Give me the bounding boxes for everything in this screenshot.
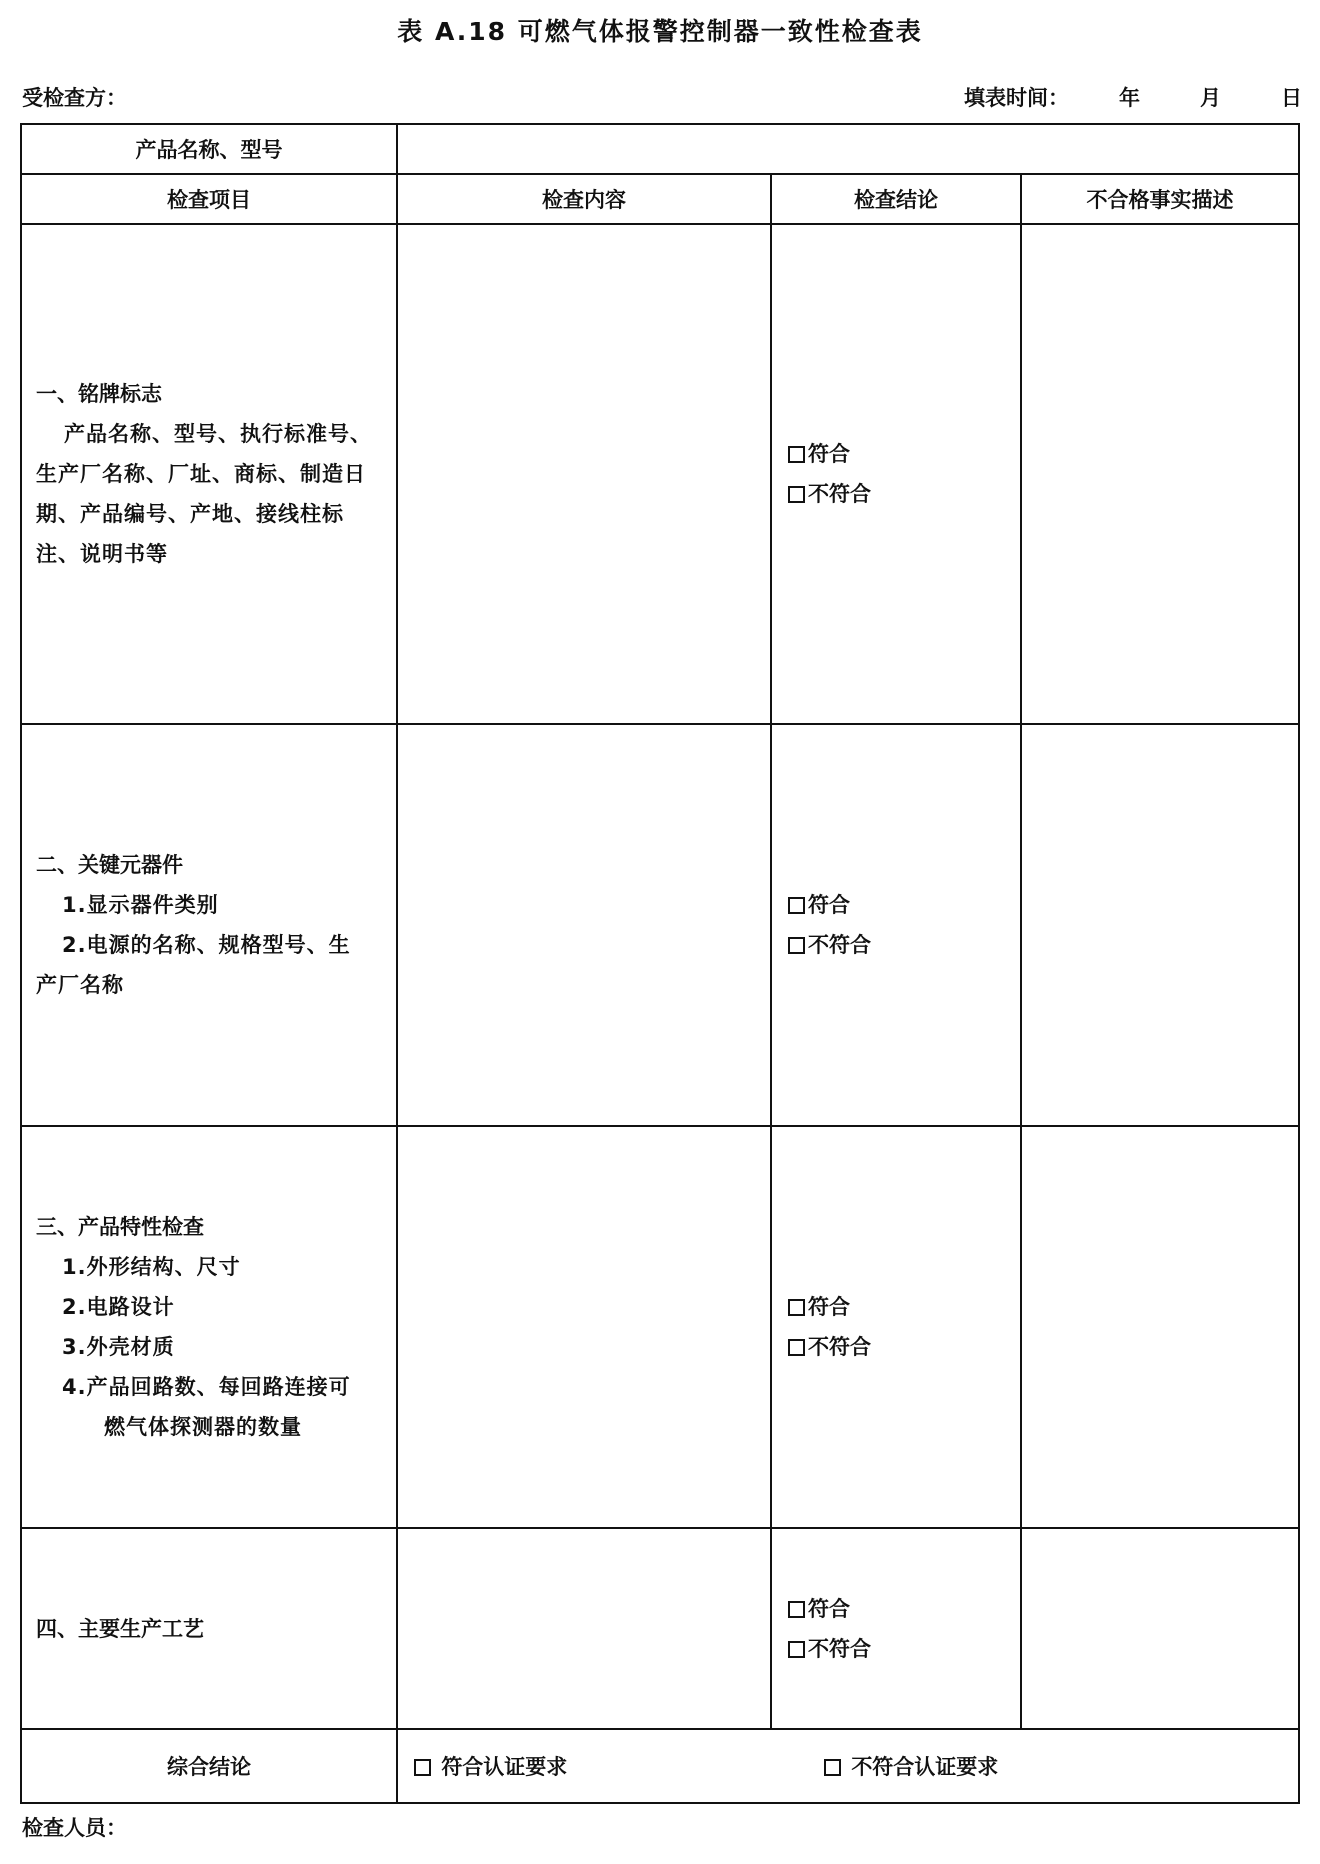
month-label: 月 <box>1200 86 1221 110</box>
item-line: 期、产品编号、产地、接线柱标 <box>36 502 344 526</box>
option-label: 不符合 <box>808 482 871 506</box>
conform-option[interactable] <box>788 885 1020 925</box>
col-header-content: 检查内容 <box>397 174 771 224</box>
section-title: 四、主要生产工艺 <box>36 1616 204 1641</box>
option-label: 不符合 <box>808 933 871 957</box>
item-line: 产品名称、型号、执行标准号、 <box>64 422 372 446</box>
conform-option[interactable] <box>788 434 1020 474</box>
content-cell[interactable] <box>397 724 771 1126</box>
inspector-label: 检查人员： <box>22 1816 127 1840</box>
inspected-party-label: 受检查方： <box>22 86 127 110</box>
item-line: 注、说明书等 <box>36 542 168 566</box>
summary-nonconform-option[interactable] <box>824 1751 998 1781</box>
checkbox-icon[interactable] <box>788 897 805 914</box>
conclusion-cell <box>771 1126 1021 1528</box>
nonconform-option[interactable] <box>788 474 1020 514</box>
section-row-production-process <box>21 1528 1299 1729</box>
nonconformity-description-cell[interactable] <box>1021 1126 1299 1528</box>
nonconformity-description-cell[interactable] <box>1021 224 1299 724</box>
item-cell <box>21 224 397 724</box>
conform-option[interactable] <box>788 1287 1020 1327</box>
conclusion-cell <box>771 724 1021 1126</box>
option-label: 符合 <box>808 1596 850 1621</box>
product-name-field[interactable] <box>397 124 1299 174</box>
item-line: 4.产品回路数、每回路连接可 <box>62 1375 351 1399</box>
checkbox-icon[interactable] <box>788 486 805 503</box>
item-line: 产厂名称 <box>36 973 124 997</box>
nonconform-option[interactable] <box>788 1629 1020 1669</box>
conclusion-cell <box>771 1528 1021 1729</box>
summary-options-cell <box>397 1729 1299 1803</box>
summary-conform-option[interactable] <box>414 1751 824 1781</box>
section-row-nameplate <box>21 224 1299 724</box>
checkbox-icon[interactable] <box>788 446 805 463</box>
summary-label: 综合结论 <box>21 1729 397 1803</box>
nonconform-option[interactable] <box>788 1327 1020 1367</box>
col-header-nonconformity: 不合格事实描述 <box>1021 174 1299 224</box>
option-label: 符合认证要求 <box>441 1755 568 1779</box>
checkbox-icon[interactable] <box>788 1641 805 1658</box>
column-header-row <box>21 174 1299 224</box>
product-name-label: 产品名称、型号 <box>21 124 397 174</box>
item-cell <box>21 724 397 1126</box>
fill-time-label: 填表时间： <box>964 86 1069 110</box>
col-header-conclusion: 检查结论 <box>771 174 1021 224</box>
section-row-product-characteristics <box>21 1126 1299 1528</box>
checkbox-icon[interactable] <box>824 1759 841 1776</box>
checkbox-icon[interactable] <box>788 1601 805 1618</box>
page-title: 表 A.18 可燃气体报警控制器一致性检查表 <box>397 17 923 46</box>
checkbox-icon[interactable] <box>788 1299 805 1316</box>
option-label: 符合 <box>808 1295 850 1319</box>
product-row <box>21 124 1299 174</box>
inspection-table <box>20 123 1300 1804</box>
option-label: 符合 <box>808 442 850 466</box>
section-title: 二、关键元器件 <box>36 853 183 877</box>
nonconform-option[interactable] <box>788 925 1020 965</box>
option-label: 不符合 <box>808 1636 871 1661</box>
option-label: 符合 <box>808 893 850 917</box>
conclusion-cell <box>771 224 1021 724</box>
conform-option[interactable] <box>788 1589 1020 1629</box>
content-cell[interactable] <box>397 1528 771 1729</box>
section-title: 一、铭牌标志 <box>36 382 162 406</box>
item-line: 2.电源的名称、规格型号、生 <box>62 933 351 957</box>
item-line: 燃气体探测器的数量 <box>104 1415 302 1439</box>
checkbox-icon[interactable] <box>788 937 805 954</box>
section-row-key-components <box>21 724 1299 1126</box>
content-cell[interactable] <box>397 1126 771 1528</box>
item-line: 1.显示器件类别 <box>62 893 219 917</box>
year-label: 年 <box>1119 86 1140 110</box>
day-label: 日 <box>1281 86 1302 110</box>
summary-row <box>21 1729 1299 1803</box>
item-line: 生产厂名称、厂址、商标、制造日 <box>36 462 366 486</box>
item-cell <box>21 1126 397 1528</box>
nonconformity-description-cell[interactable] <box>1021 1528 1299 1729</box>
section-title: 三、产品特性检查 <box>36 1215 204 1239</box>
item-cell <box>21 1528 397 1729</box>
option-label: 不符合认证要求 <box>851 1755 999 1779</box>
item-line: 1.外形结构、尺寸 <box>62 1255 241 1279</box>
nonconformity-description-cell[interactable] <box>1021 724 1299 1126</box>
checkbox-icon[interactable] <box>414 1759 431 1776</box>
fill-time-row <box>964 82 1302 112</box>
item-line: 2.电路设计 <box>62 1295 175 1319</box>
option-label: 不符合 <box>808 1335 871 1359</box>
checkbox-icon[interactable] <box>788 1339 805 1356</box>
content-cell[interactable] <box>397 224 771 724</box>
col-header-item: 检查项目 <box>21 174 397 224</box>
item-line: 3.外壳材质 <box>62 1335 175 1359</box>
